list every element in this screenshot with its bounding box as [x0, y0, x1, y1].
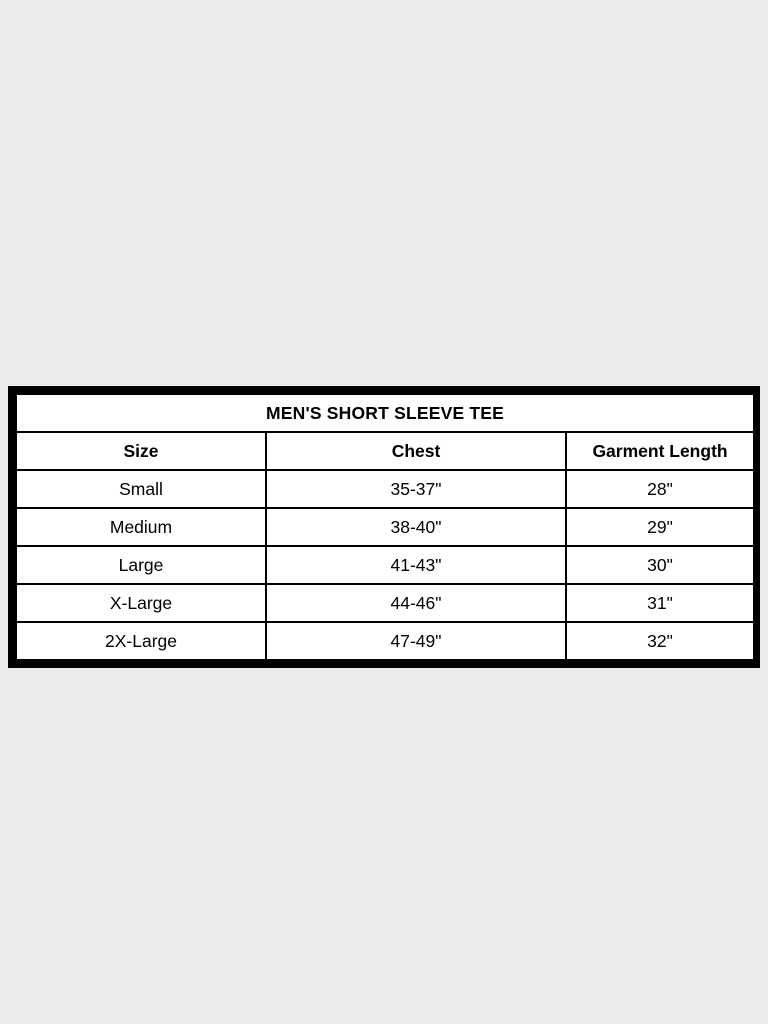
cell-chest: 41-43": [266, 546, 566, 584]
cell-size: Medium: [16, 508, 266, 546]
cell-size: 2X-Large: [16, 622, 266, 660]
column-header-garment-length: Garment Length: [566, 432, 754, 470]
cell-garment-length: 29": [566, 508, 754, 546]
cell-garment-length: 30": [566, 546, 754, 584]
cell-chest: 47-49": [266, 622, 566, 660]
table-row: [16, 546, 754, 584]
table-row: [16, 508, 754, 546]
cell-size: Small: [16, 470, 266, 508]
table-row: [16, 622, 754, 660]
chart-title: MEN'S SHORT SLEEVE TEE: [16, 394, 754, 432]
cell-chest: 38-40": [266, 508, 566, 546]
cell-chest: 44-46": [266, 584, 566, 622]
cell-size: Large: [16, 546, 266, 584]
table-row: [16, 584, 754, 622]
cell-size: X-Large: [16, 584, 266, 622]
cell-garment-length: 31": [566, 584, 754, 622]
column-header-size: Size: [16, 432, 266, 470]
table-row: [16, 470, 754, 508]
table-header-row: [16, 432, 754, 470]
cell-garment-length: 28": [566, 470, 754, 508]
column-header-chest: Chest: [266, 432, 566, 470]
cell-chest: 35-37": [266, 470, 566, 508]
size-chart-table: [15, 393, 755, 661]
size-chart-container: [8, 386, 760, 668]
table-title-row: [16, 394, 754, 432]
cell-garment-length: 32": [566, 622, 754, 660]
